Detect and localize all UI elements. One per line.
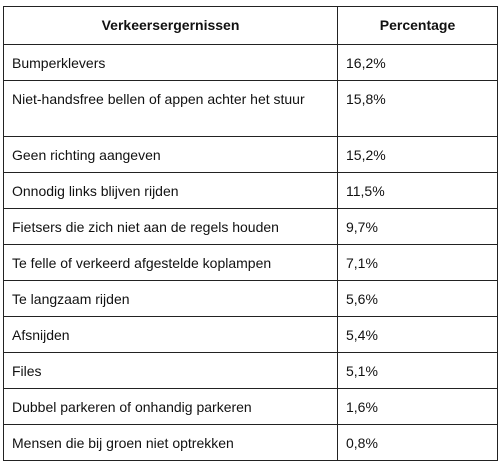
row-label: Fietsers die zich niet aan de regels houden: [4, 209, 338, 245]
row-label: Te felle of verkeerd afgestelde koplampen: [4, 245, 338, 281]
row-value: 7,1%: [338, 245, 498, 281]
row-value: 16,2%: [338, 45, 498, 81]
row-label: Bumperklevers: [4, 45, 338, 81]
row-value: 15,8%: [338, 81, 498, 137]
row-value: 0,8%: [338, 425, 498, 461]
table-row: [4, 245, 498, 281]
column-header-value: Percentage: [338, 7, 498, 45]
row-label: Mensen die bij groen niet optrekken: [4, 425, 338, 461]
table-row: [4, 45, 498, 81]
row-label: Dubbel parkeren of onhandig parkeren: [4, 389, 338, 425]
table-row: [4, 389, 498, 425]
row-label: Files: [4, 353, 338, 389]
table-row: [4, 209, 498, 245]
row-value: 11,5%: [338, 173, 498, 209]
row-label: Te langzaam rijden: [4, 281, 338, 317]
table-row: [4, 317, 498, 353]
row-value: 5,6%: [338, 281, 498, 317]
row-value: 1,6%: [338, 389, 498, 425]
row-label: Geen richting aangeven: [4, 137, 338, 173]
row-value: 15,2%: [338, 137, 498, 173]
table-row: [4, 81, 498, 137]
table-row: [4, 173, 498, 209]
table-container: [3, 6, 497, 461]
table-row: [4, 353, 498, 389]
row-value: 9,7%: [338, 209, 498, 245]
column-header-label: Verkeersergernissen: [4, 7, 338, 45]
table-header-row: [4, 7, 498, 45]
row-label: Onnodig links blijven rijden: [4, 173, 338, 209]
row-value: 5,4%: [338, 317, 498, 353]
row-label: Niet-handsfree bellen of appen achter het stuur: [4, 81, 338, 137]
data-table: [3, 6, 498, 461]
table-row: [4, 281, 498, 317]
row-label: Afsnijden: [4, 317, 338, 353]
row-value: 5,1%: [338, 353, 498, 389]
table-row: [4, 137, 498, 173]
table-row: [4, 425, 498, 461]
